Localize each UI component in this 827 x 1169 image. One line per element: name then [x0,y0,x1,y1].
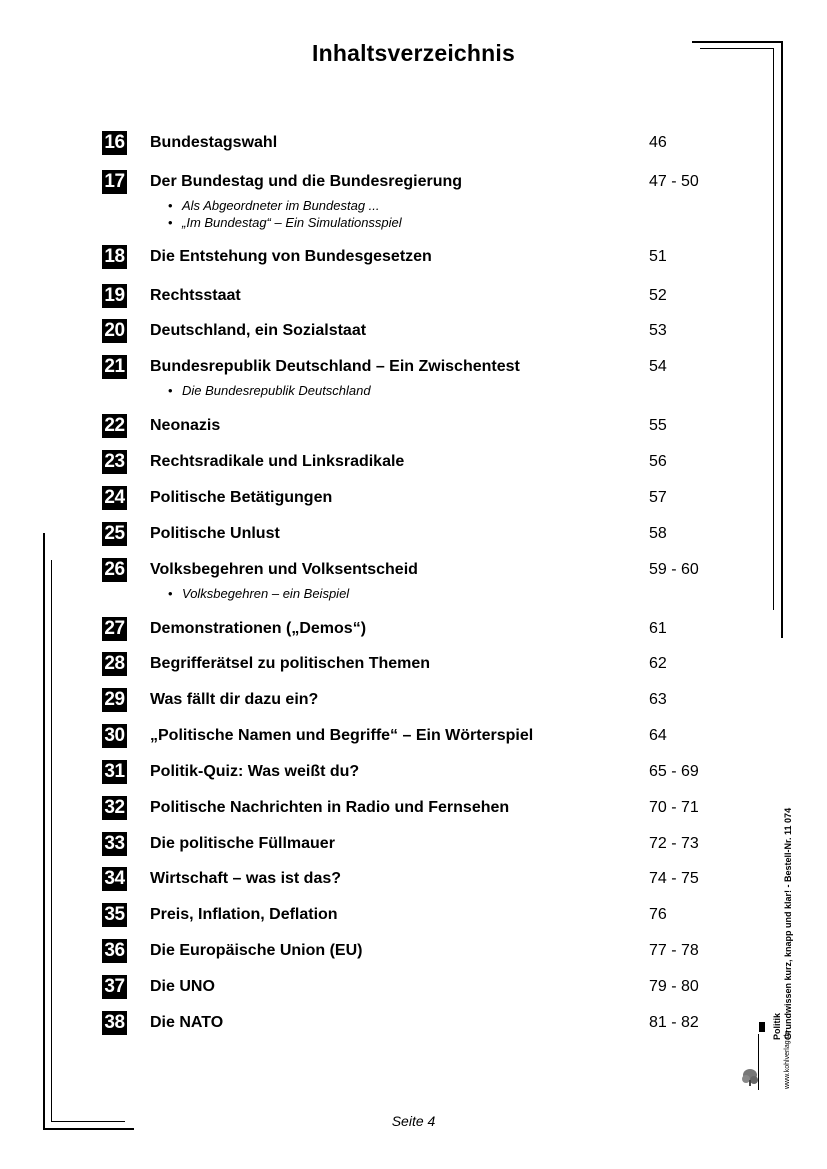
chapter-pages: 54 [649,358,667,375]
chapter-number-badge: 22 [102,414,127,438]
chapter-number-badge: 35 [102,903,127,927]
chapter-pages: 63 [649,691,667,708]
chapter-pages: 56 [649,453,667,470]
page-number-footer: Seite 4 [391,1113,436,1129]
chapter-number-badge: 38 [102,1011,127,1035]
chapter-pages: 59 - 60 [649,561,699,578]
bullet-icon: • [168,586,173,601]
chapter-number-badge: 18 [102,245,127,269]
sub-topic-item [168,382,371,399]
chapter-title: Politische Nachrichten in Radio und Fernsehen [150,799,510,816]
chapter-pages: 47 - 50 [649,173,699,190]
chapter-number-badge: 37 [102,975,127,999]
chapter-title: Politik-Quiz: Was weißt du? [150,763,360,780]
chapter-number-badge: 28 [102,652,127,676]
chapter-pages: 46 [649,134,667,151]
chapter-title: Rechtsradikale und Linksradikale [150,453,405,470]
chapter-pages: 58 [649,525,667,542]
chapter-title: Politische Unlust [150,525,280,542]
chapter-pages: 51 [649,248,667,265]
sidebar-subject: Politik [772,1012,782,1040]
sub-topic-list [168,382,371,399]
chapter-pages: 76 [649,906,667,923]
sub-topic-list [168,585,349,602]
chapter-title: Die NATO [150,1014,224,1031]
chapter-number-badge: 17 [102,170,127,194]
chapter-title: Die Entstehung von Bundesgesetzen [150,248,432,265]
chapter-pages: 61 [649,620,667,637]
chapter-title: Begrifferätsel zu politischen Themen [150,655,431,672]
chapter-number-badge: 23 [102,450,127,474]
chapter-number-badge: 34 [102,867,127,891]
chapter-title: Rechtsstaat [150,287,241,304]
publisher-logo [741,1020,771,1095]
sub-topic-item [168,214,402,231]
chapter-pages: 53 [649,322,667,339]
chapter-number-badge: 27 [102,617,127,641]
chapter-title: Die UNO [150,978,215,995]
publisher-url-text: www.kohlverlag.de [784,1030,791,1089]
chapter-number-badge: 30 [102,724,127,748]
sub-topic-item [168,197,402,214]
sub-topic-text: Volksbegehren – ein Beispiel [182,586,350,601]
chapter-title: Neonazis [150,417,221,434]
chapter-pages: 62 [649,655,667,672]
chapter-number-badge: 29 [102,688,127,712]
sub-topic-item [168,585,349,602]
sidebar-product-info [772,808,794,1040]
chapter-title: Demonstrationen („Demos“) [150,620,367,637]
chapter-title: Preis, Inflation, Deflation [150,906,338,923]
chapter-title: Was fällt dir dazu ein? [150,691,319,708]
chapter-title: Der Bundestag und die Bundesregierung [150,173,463,190]
chapter-pages: 81 - 82 [649,1014,699,1031]
chapter-pages: 65 - 69 [649,763,699,780]
chapter-pages: 77 - 78 [649,942,699,959]
chapter-pages: 70 - 71 [649,799,699,816]
bullet-icon: • [168,215,173,230]
chapter-title: Bundesrepublik Deutschland – Ein Zwischentest [150,358,520,375]
chapter-number-badge: 24 [102,486,127,510]
sub-topic-text: „Im Bundestag“ – Ein Simulationsspiel [182,215,402,230]
chapter-number-badge: 36 [102,939,127,963]
bullet-icon: • [168,383,173,398]
chapter-title: Deutschland, ein Sozialstaat [150,322,367,339]
tree-logo-icon [741,1020,771,1090]
chapter-number-badge: 33 [102,832,127,856]
chapter-number-badge: 21 [102,355,127,379]
sub-topic-text: Als Abgeordneter im Bundestag ... [182,198,380,213]
chapter-title: Bundestagswahl [150,134,278,151]
chapter-title: Wirtschaft – was ist das? [150,870,342,887]
chapter-number-badge: 31 [102,760,127,784]
chapter-number-badge: 32 [102,796,127,820]
bullet-icon: • [168,198,173,213]
sidebar-order-info: Grundwissen kurz, knapp und klar! - Bestell-Nr. 11 074 [783,807,793,1040]
chapter-pages: 72 - 73 [649,835,699,852]
chapter-pages: 64 [649,727,667,744]
chapter-number-badge: 26 [102,558,127,582]
chapter-pages: 52 [649,287,667,304]
chapter-number-badge: 16 [102,131,127,155]
chapter-number-badge: 19 [102,284,127,308]
chapter-number-badge: 20 [102,319,127,343]
chapter-pages: 55 [649,417,667,434]
chapter-number-badge: 25 [102,522,127,546]
sub-topic-text: Die Bundesrepublik Deutschland [182,383,371,398]
chapter-title: Die politische Füllmauer [150,835,335,852]
sub-topic-list [168,197,402,231]
chapter-title: Die Europäische Union (EU) [150,942,363,959]
chapter-title: „Politische Namen und Begriffe“ – Ein Wörterspiel [150,727,534,744]
chapter-title: Volksbegehren und Volksentscheid [150,561,418,578]
chapter-pages: 79 - 80 [649,978,699,995]
chapter-pages: 57 [649,489,667,506]
page-title: Inhaltsverzeichnis [311,40,515,66]
chapter-pages: 74 - 75 [649,870,699,887]
chapter-title: Politische Betätigungen [150,489,333,506]
